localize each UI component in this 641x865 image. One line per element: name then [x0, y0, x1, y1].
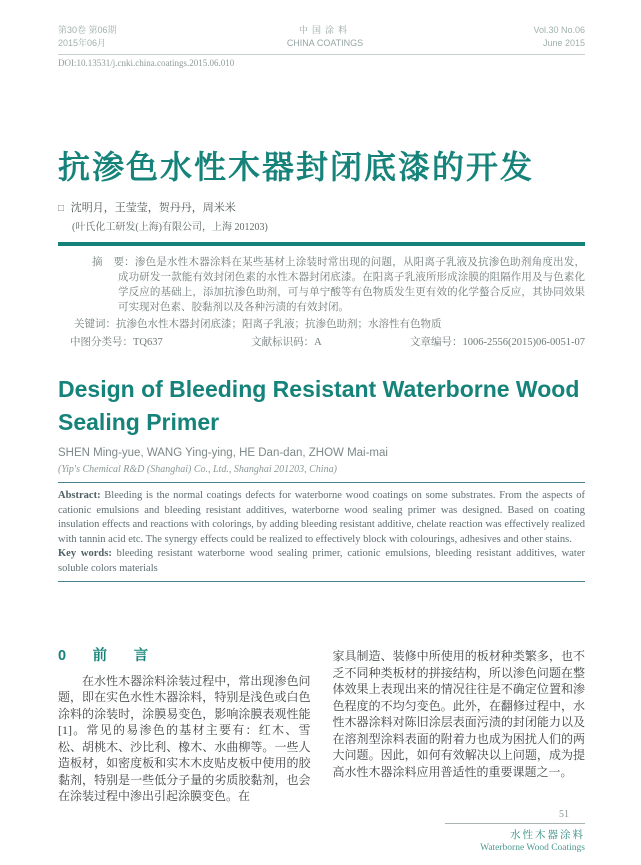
page-number: 51	[559, 809, 569, 820]
keywords-en-line	[58, 547, 585, 576]
title-divider-bar	[58, 242, 585, 246]
abstract-en-paragraph	[58, 489, 585, 547]
volume-issue-cn: 第30卷 第06期	[58, 25, 117, 35]
date-cn: 2015年06月	[58, 38, 107, 48]
clc-value: TQ637	[133, 337, 163, 348]
body-paragraph-left: 在水性木器涂料涂装过程中，常出现渗色问题，即在实色水性木器涂料，特别是浅色或白色涂料的涂装时，涂膜易变色，影响涂膜表观性能[1]。常见的易渗色的基材主要有：红木、雪松、胡桃木、沙比利、橡木、水曲柳等。一些人造板材，如密度板和实木木皮贴皮板中使用的胶黏剂，特别是一些低分子量的劣质胶黏剂，也会在涂装过程中渗出引起涂膜变色。在	[58, 673, 311, 803]
author-names-cn: 沈明月，王莹莹，贺丹丹，周米米	[70, 202, 236, 214]
authors-en: SHEN Ming-yue, WANG Ying-ying, HE Dan-dan, ZHOW Mai-mai	[58, 447, 388, 459]
keywords-en-text: bleeding resistant waterborne wood sealing primer, cationic emulsions, bleeding resistant additives, water soluble colors materials	[58, 548, 586, 574]
abstract-cn-label: 摘 要：	[92, 257, 135, 268]
classification-row	[70, 335, 585, 350]
volume-issue-en: Vol.30 No.06	[533, 25, 585, 35]
keywords-en-label: Key words:	[58, 548, 112, 559]
header-volume-issue-en	[533, 24, 585, 50]
abstract-en-label: Abstract:	[58, 490, 101, 501]
abstract-en-text: Bleeding is the normal coatings defects for waterborne wood coatings on some substrates. From the aspects of cationic emulsions and bleeding resistant additives, waterborne wood sealing primer was designed. Based on coating insulation effects and reactions with colorings, by adding bleeding resistant additive, chelate reaction was effectively realized with tannin acid etc. The synergy effects could be realized to effectively block with colourings, adhesives and other stains.	[58, 490, 585, 545]
clc-item	[70, 335, 163, 350]
body-paragraph-right: 家具制造、装修中所使用的板材种类繁多，也不乏不同种类板材的拼接结构，所以渗色问题在整体效果上表现出来的情况往往是不确定位置和渗色程度的不均匀变色。此外，在翻修过程中，水性木器涂料对陈旧涂层表面污渍的封闭能力以及在溶剂型涂料表面的附着力也成为困扰人们的两大问题。因此，如何有效解决以上问题，成为提高水性木器涂料应用普适性的重要课题之一。	[332, 649, 585, 779]
abstract-cn-paragraph	[74, 255, 585, 315]
section-heading-intro: 0 前 言	[58, 648, 155, 664]
doc-code-label: 文献标识码：	[251, 337, 315, 348]
header-volume-issue	[58, 24, 117, 50]
authors-cn	[58, 199, 585, 215]
abstract-cn-block	[58, 255, 585, 350]
body-column-right	[333, 648, 586, 805]
body-column-left	[58, 648, 311, 805]
doc-code-value: A	[314, 337, 322, 348]
body-columns	[58, 648, 585, 805]
author-marker-icon: □	[58, 203, 65, 214]
keywords-cn-label: 关键词：	[74, 319, 116, 330]
page-footer	[445, 809, 585, 853]
affiliation-en: (Yip's Chemical R&D (Shanghai) Co., Ltd., Shanghai 201203, China)	[58, 464, 337, 475]
paper-title-en: Design of Bleeding Resistant Waterborne Wood Sealing Primer	[58, 376, 580, 435]
footer-journal-cn: 水性木器涂料	[510, 829, 585, 841]
date-en: June 2015	[542, 38, 585, 48]
affiliation-cn: (叶氏化工研发(上海)有限公司，上海 201203)	[72, 222, 268, 233]
journal-name-en: CHINA COATINGS	[286, 38, 364, 48]
header-divider	[58, 54, 585, 55]
doi-text: DOI:10.13531/j.cnki.china.coatings.2015.06.010	[58, 58, 235, 68]
journal-name-cn: 中国涂料	[298, 25, 351, 35]
header-journal-name	[287, 24, 363, 50]
journal-header	[58, 24, 585, 50]
abstract-cn-text: 渗色是水性木器涂料在某些基材上涂装时常出现的问题，从阳离子乳液及抗渗色助剂角度出发，成功研发一款能有效封闭色素的水性木器封闭底漆。在阳离子乳液所形成涂膜的阻隔作用及与色素化学反应的基础上，添加抗渗色助剂，可与单宁酸等有色物质发生更有效的化学螯合反应，其协同效果可实现对色素、胶黏剂以及各种污渍的有效封闭。	[118, 257, 585, 313]
abstract-en-block	[58, 489, 585, 576]
article-id-item	[410, 335, 585, 350]
doc-code-item	[251, 335, 322, 350]
footer-divider	[445, 823, 585, 824]
footer-journal-en: Waterborne Wood Coatings	[480, 843, 585, 853]
paper-title-cn: 抗渗色水性木器封闭底漆的开发	[58, 149, 535, 185]
clc-label: 中图分类号：	[70, 337, 133, 348]
keywords-cn-line	[74, 317, 585, 332]
article-id-label: 文章编号：	[410, 337, 463, 348]
abstract-en-top-rule	[58, 482, 585, 483]
article-id-value: 1006-2556(2015)06-0051-07	[462, 337, 585, 348]
keywords-cn-text: 抗渗色水性木器封闭底漆；阳离子乳液；抗渗色助剂；水溶性有色物质	[116, 319, 442, 330]
abstract-en-bottom-rule	[58, 581, 585, 582]
